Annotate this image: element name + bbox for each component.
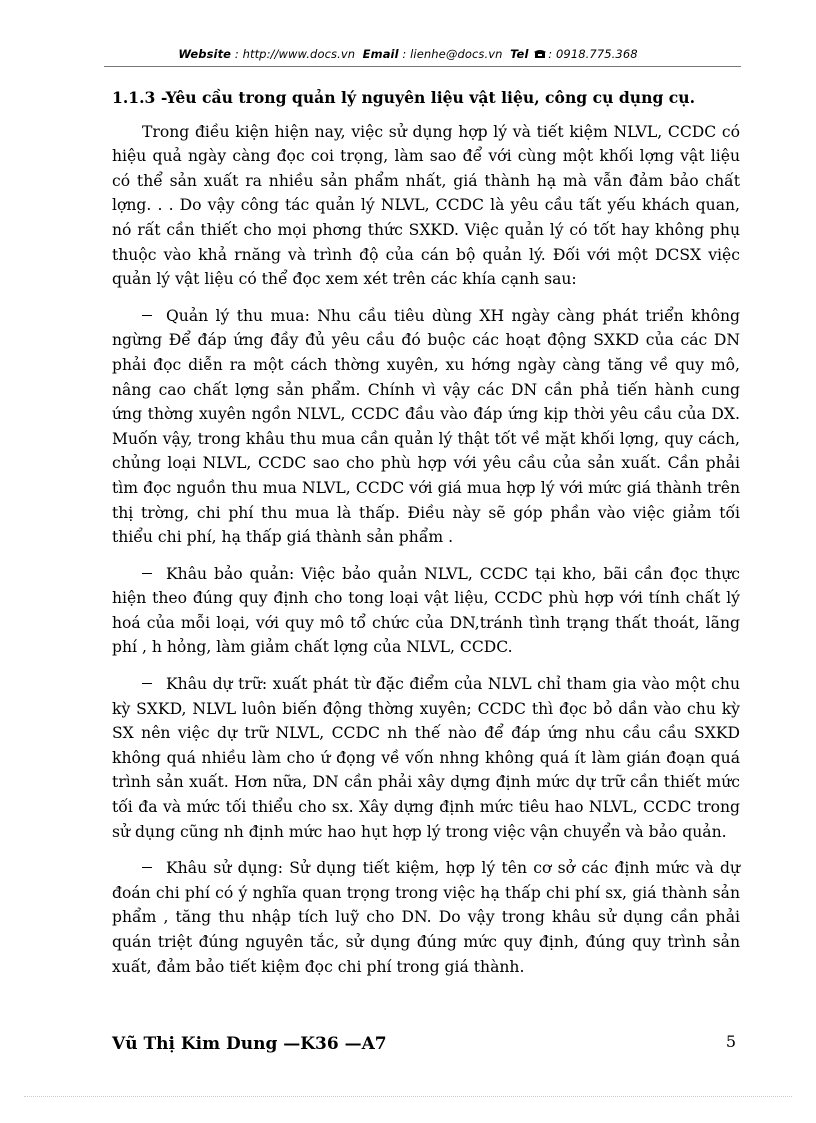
- storage-paragraph: [112, 562, 740, 660]
- intro-paragraph: [112, 120, 740, 292]
- email-label: Email: [362, 47, 399, 61]
- author-name: Vũ Thị Kim Dung —K36 —A7: [112, 1034, 387, 1054]
- website-value[interactable]: : http://www.docs.vn: [234, 47, 356, 61]
- section-heading: 1.1.3 -Yêu cầu trong quản lý nguyên liệu vật liệu, công cụ dụng cụ.: [112, 88, 696, 107]
- website-label: Website: [178, 47, 232, 61]
- page-header: [0, 47, 816, 61]
- paragraph-text: Khâu sử dụng: Sử dụng tiết kiệm, hợp lý tên cơ sở các định mức và dự đoán chi phí có ý nghĩa quan trọng trong việc hạ thấp chi phí sx, giá thành sản phẩm , tăng thu nhập tích luỹ cho DN. Do vậy trong khâu sử dụng cần phải quán triệt đúng nguyên tắc, sử dụng đúng mức quy định, đúng quy trình sản xuất, đảm bảo tiết kiệm đọc chi phí trong giá thành.: [112, 859, 740, 976]
- document-body: [112, 84, 740, 991]
- header-divider: [104, 66, 741, 67]
- purchasing-paragraph: [112, 304, 740, 550]
- dash-bullet-icon: [142, 683, 152, 684]
- paragraph-text: Khâu bảo quản: Việc bảo quản NLVL, CCDC tại kho, bãi cần đọc thực hiện theo đúng quy định cho tong loại vật liệu, CCDC phù hợp với tính chất lý hoá của mỗi loại, với quy mô tổ chức của DN,tránh tình trạng thất thoát, lãng phí , h hỏng, làm giảm chất lợng của NLVL, CCDC.: [112, 564, 740, 657]
- dash-bullet-icon: [142, 573, 152, 574]
- reserve-paragraph: [112, 672, 740, 844]
- phone-icon: [534, 49, 546, 59]
- paragraph-text: Khâu dự trữ: xuất phát từ đặc điểm của NLVL chỉ tham gia vào một chu kỳ SXKD, NLVL luôn biến động thờng xuyên; CCDC thì đọc bỏ dần vào chu kỳ SX nên việc dự trữ NLVL, CCDC nh thế nào để đáp ứng nhu cầu cầu SXKD không quá nhiều làm cho ứ đọng về vốn nhng không quá ít làm gián đoạn quá trình sản xuất. Hơn nữa, DN cần phải xây dựng định mức dự trữ cần thiết mức tối đa và mức tối thiểu cho sx. Xây dựng định mức tiêu hao NLVL, CCDC trong sử dụng cũng nh định mức hao hụt hợp lý trong việc vận chuyển và bảo quản.: [112, 675, 740, 841]
- paragraph-text: Quản lý thu mua: Nhu cầu tiêu dùng XH ngày càng phát triển không ngừng Để đáp ứng đầy đủ yêu cầu đó buộc các hoạt động SXKD của các DN phải đọc diễn ra một cách thờng xuyên, xu hớng ngày càng tăng về quy mô, nâng cao chất lợng sản phẩm. Chính vì vậy các DN cần phả tiến hành cung ứng thờng xuyên ngồn NLVL, CCDC đầu vào đáp ứng kịp thời yêu cầu của DX. Muốn vậy, trong khâu thu mua cần quản lý thật tốt về mặt khối lợng, quy cách, chủng loại NLVL, CCDC sao cho phù hợp với yêu cầu của sản xuất. Cần phải tìm đọc nguồn thu mua NLVL, CCDC với giá mua hợp lý với mức giá thành trên thị trờng, chi phí thu mua là thấp. Điều này sẽ góp phần vào việc giảm tối thiểu chi phí, hạ thấp giá thành sản phẩm .: [112, 306, 740, 547]
- page-footer: [112, 1034, 740, 1064]
- paragraph-text: Trong điều kiện hiện nay, việc sử dụng hợp lý và tiết kiệm NLVL, CCDC có hiệu quả ngày càng đọc coi trọng, làm sao để với cùng một khối lợng vật liệu có thể sản xuất ra nhiều sản phẩm nhất, giá thành hạ mà vẫn đảm bảo chất lợng. . . Do vậy công tác quản lý NLVL, CCDC là yêu cầu tất yếu khách quan, nó rất cần thiết cho mọi phơng thức SXKD. Việc quản lý có tốt hay không phụ thuộc vào khả rnăng và trình độ của cán bộ quản lý. Đối với một DCSX việc quản lý vật liệu có thể đọc xem xét trên các khía cạnh sau:: [112, 122, 740, 289]
- bottom-divider: [24, 1096, 792, 1097]
- email-value[interactable]: : lienhe@docs.vn: [402, 47, 503, 61]
- dash-bullet-icon: [142, 315, 152, 316]
- dash-bullet-icon: [142, 867, 152, 868]
- tel-label: Tel: [510, 47, 529, 61]
- tel-value: : 0918.775.368: [548, 47, 638, 61]
- page-number: 5: [725, 1032, 736, 1051]
- usage-paragraph: [112, 856, 740, 979]
